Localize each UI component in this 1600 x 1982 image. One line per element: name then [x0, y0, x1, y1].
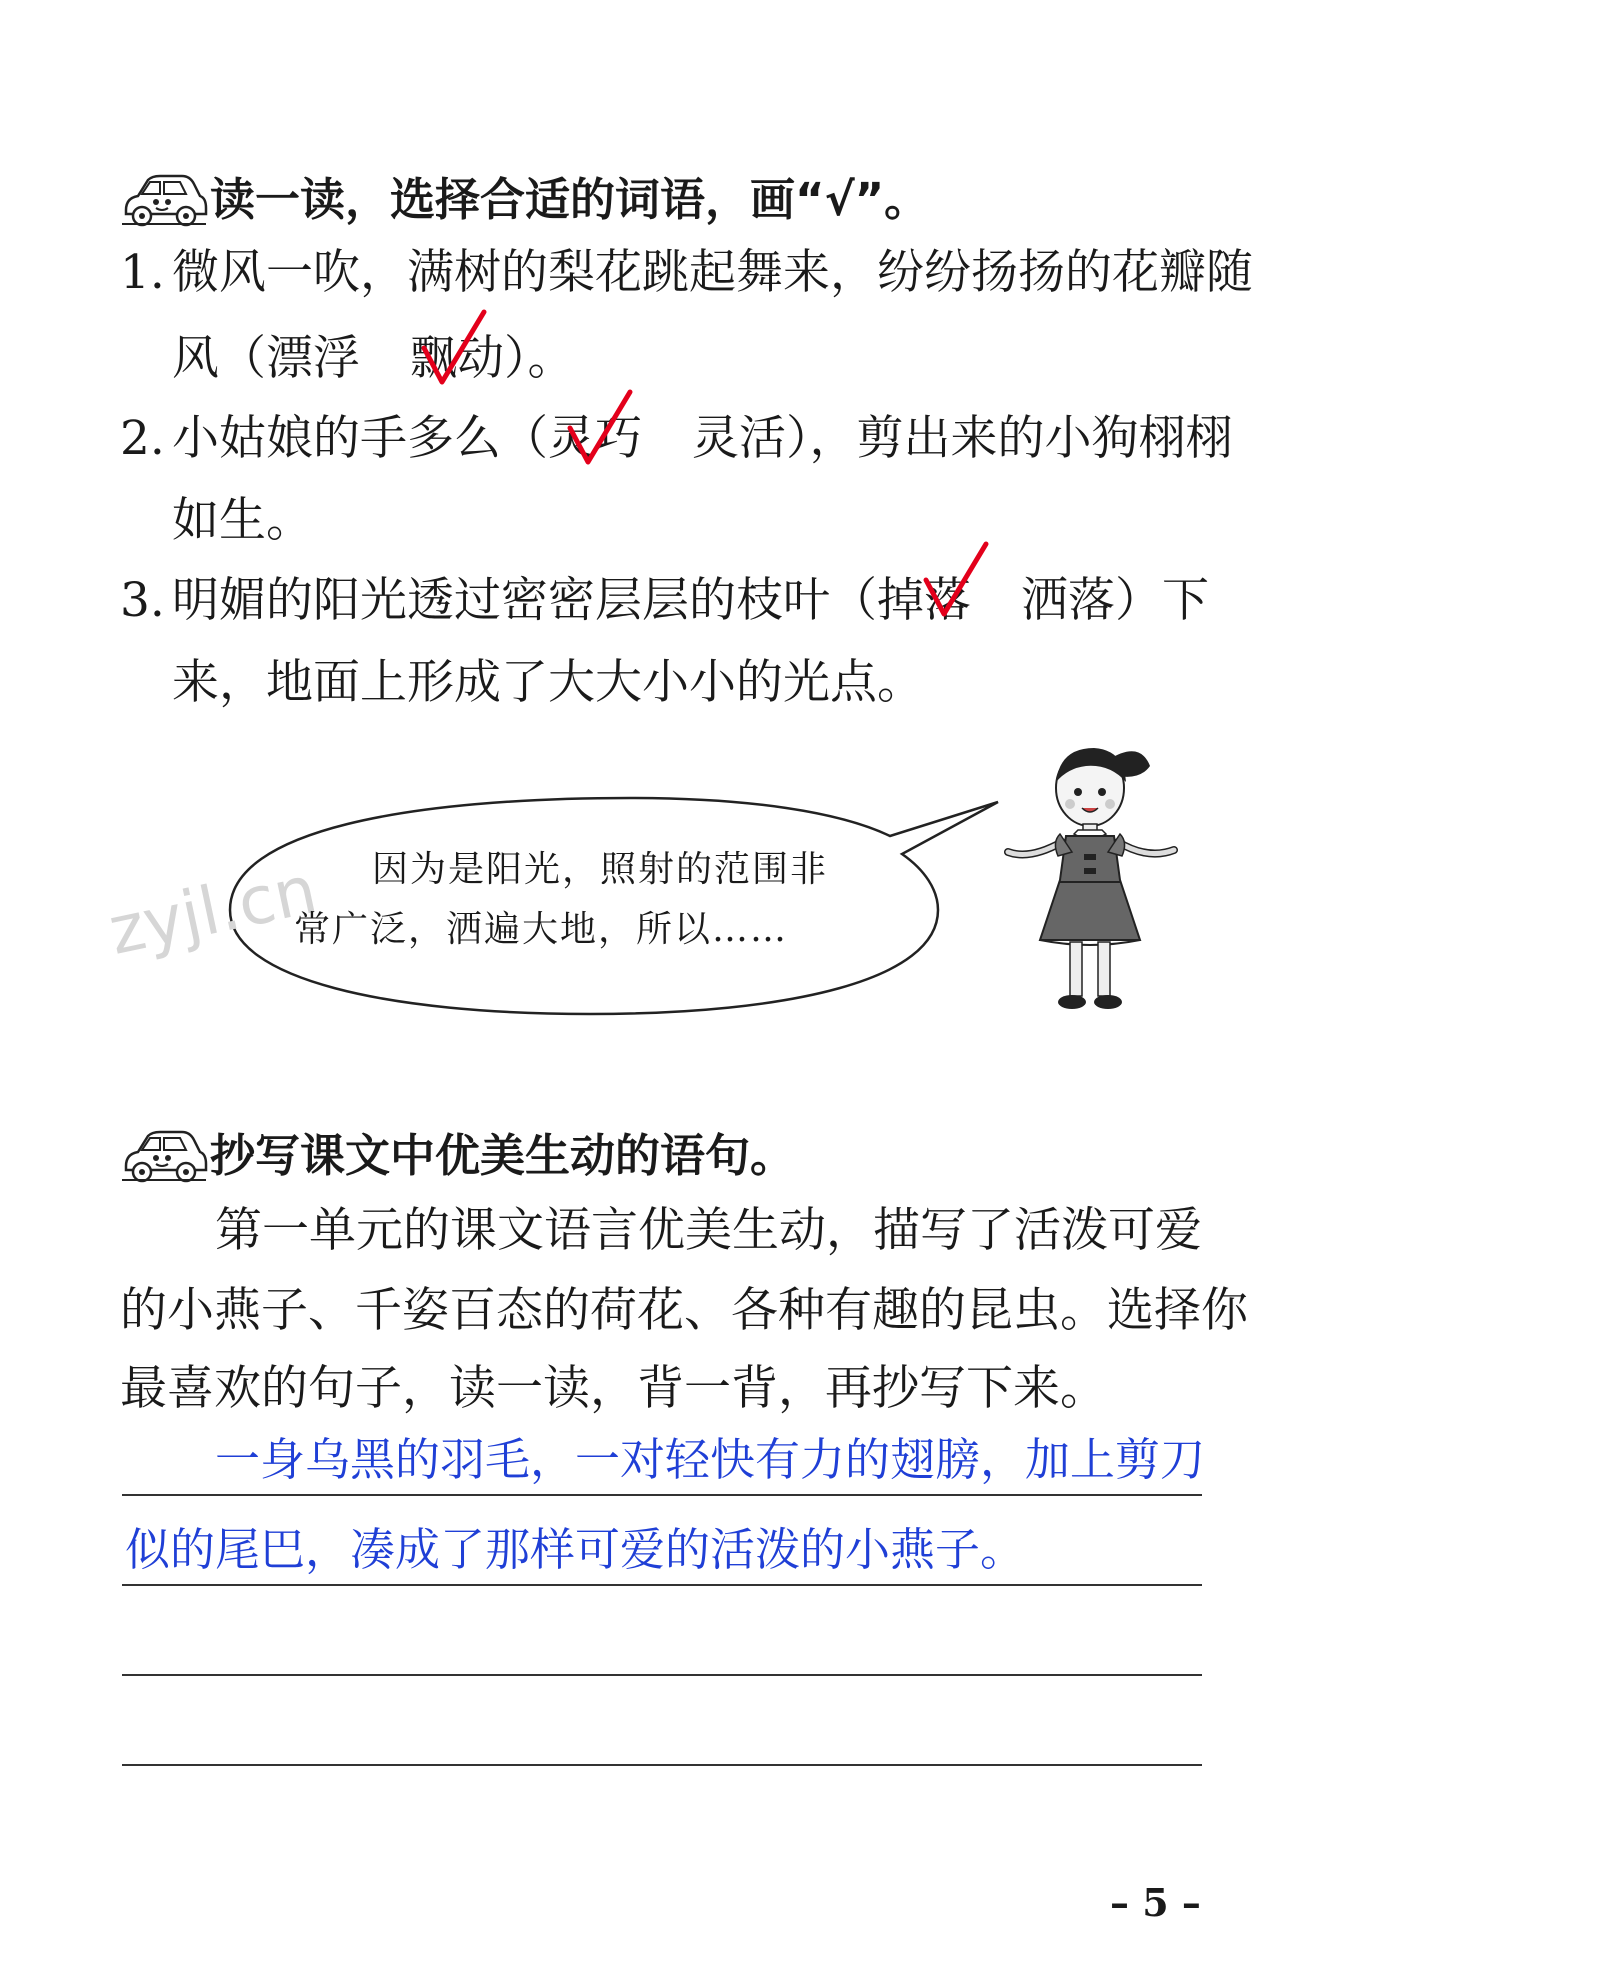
handwritten-answer-line1: 一身乌黑的羽毛，一对轻快有力的翅膀，加上剪刀 — [215, 1433, 1206, 1486]
girl-illustration — [990, 730, 1200, 1020]
section1-heading: 读一读，选择合适的词语，画“√”。 — [210, 173, 930, 226]
question-text: 明媚的阳光透过密密层层的枝叶（ — [172, 573, 877, 628]
instruction-line: 最喜欢的句子，读一读，背一背，再抄写下来。 — [120, 1361, 1107, 1416]
watermark: zyjl.cn — [102, 851, 324, 970]
question-text: ）下 — [1115, 573, 1209, 628]
question-3-line2 — [172, 652, 924, 714]
check-mark-icon — [922, 540, 992, 620]
writing-line — [122, 1494, 1202, 1496]
option-b: 洒落 — [1021, 573, 1115, 628]
writing-line — [122, 1674, 1202, 1676]
option-a: 漂浮 — [266, 331, 360, 386]
bubble-text-line2: 常广泛，洒遍大地，所以…… — [294, 909, 789, 950]
question-text: 小姑娘的手多么（ — [172, 411, 548, 466]
question-1-line1 — [120, 242, 1253, 304]
check-mark-icon — [566, 388, 636, 468]
option-b: 飘动 — [410, 331, 504, 386]
question-1-line2 — [172, 328, 575, 390]
question-text: ），剪出来的小狗栩栩 — [786, 411, 1233, 466]
bubble-text-line1: 因为是阳光，照射的范围非 — [372, 849, 829, 890]
check-mark-icon — [420, 308, 490, 388]
question-text: 风（ — [172, 331, 266, 386]
instruction-line: 第一单元的课文语言优美生动，描写了活泼可爱 — [215, 1203, 1202, 1258]
question-text: 微风一吹，满树的梨花跳起舞来，纷纷扬扬的花瓣随 — [172, 245, 1253, 300]
car-icon — [120, 1128, 208, 1188]
question-text: 如生。 — [172, 493, 313, 548]
writing-line — [122, 1764, 1202, 1766]
question-3-line1 — [120, 570, 1209, 632]
section2-heading: 抄写课文中优美生动的语句。 — [210, 1129, 796, 1182]
question-number: 3. — [120, 573, 165, 628]
option-b: 灵活 — [692, 411, 786, 466]
page-number: – 5 – — [1110, 1880, 1201, 1925]
handwritten-answer-line2: 似的尾巴，凑成了那样可爱的活泼的小燕子。 — [125, 1523, 1026, 1576]
question-text: ）。 — [504, 331, 575, 386]
car-icon — [120, 172, 208, 232]
question-text: 来，地面上形成了大大小小的光点。 — [172, 655, 924, 710]
question-2-line2 — [172, 490, 313, 552]
question-number: 2. — [120, 411, 165, 466]
writing-line — [122, 1584, 1202, 1586]
instruction-line: 的小燕子、千姿百态的荷花、各种有趣的昆虫。选择你 — [120, 1283, 1248, 1338]
question-number: 1. — [120, 245, 165, 300]
question-2-line1 — [120, 408, 1233, 470]
option-a: 掉落 — [877, 573, 971, 628]
option-a: 灵巧 — [548, 411, 642, 466]
